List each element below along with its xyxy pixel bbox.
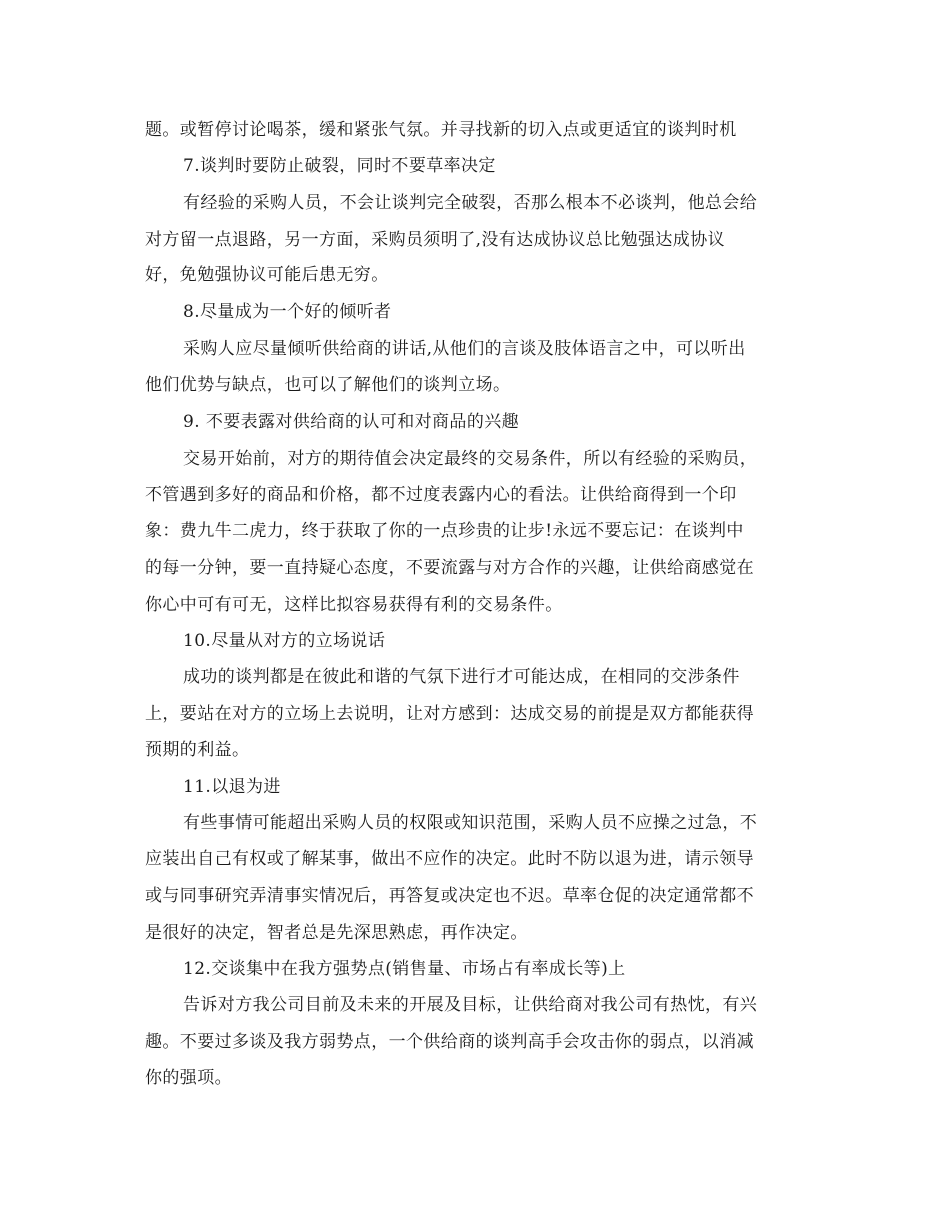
paragraph-line: 成功的谈判都是在彼此和谐的气氛下进行才可能达成，在相同的交涉条件 bbox=[183, 667, 740, 687]
paragraph-line: 有经验的采购人员，不会让谈判完全破裂，否那么根本不必谈判，他总会给 bbox=[183, 193, 758, 213]
section-heading-9: 9. 不要表露对供给商的认可和对商品的兴趣 bbox=[183, 412, 520, 432]
paragraph-line: 他们优势与缺点，也可以了解他们的谈判立场。 bbox=[145, 375, 511, 395]
paragraph-line: 是很好的决定，智者总是先深思熟虑，再作决定。 bbox=[145, 923, 528, 943]
paragraph-line: 对方留一点退路，另一方面，采购员须明了,没有达成协议总比勉强达成协议 bbox=[145, 230, 726, 250]
paragraph-line: 采购人应尽量倾听供给商的讲话,从他们的言谈及肢体语言之中，可以听出 bbox=[183, 339, 746, 359]
paragraph-line: 告诉对方我公司目前及未来的开展及目标，让供给商对我公司有热忱，有兴 bbox=[183, 995, 758, 1015]
section-heading-10: 10.尽量从对方的立场说话 bbox=[183, 631, 386, 651]
paragraph-line: 象：费九牛二虎力，终于获取了你的一点珍贵的让步!永远不要忘记：在谈判中 bbox=[145, 521, 744, 541]
section-heading-11: 11.以退为进 bbox=[183, 777, 281, 797]
paragraph-line: 题。或暂停讨论喝茶，缓和紧张气氛。并寻找新的切入点或更适宜的谈判时机 bbox=[145, 120, 737, 140]
paragraph-line: 你心中可有可无，这样比拟容易获得有利的交易条件。 bbox=[145, 595, 563, 615]
paragraph-line: 你的强项。 bbox=[145, 1068, 232, 1088]
paragraph-line: 的每一分钟，要一直持疑心态度，不要流露与对方合作的兴趣，让供给商感觉在 bbox=[145, 558, 754, 578]
paragraph-line: 上，要站在对方的立场上去说明，让对方感到：达成交易的前提是双方都能获得 bbox=[145, 704, 754, 724]
section-heading-8: 8.尽量成为一个好的倾听者 bbox=[183, 302, 392, 322]
section-heading-7: 7.谈判时要防止破裂，同时不要草率决定 bbox=[183, 156, 496, 176]
paragraph-line: 好，免勉强协议可能后患无穷。 bbox=[145, 265, 389, 285]
paragraph-line: 有些事情可能超出采购人员的权限或知识范围，采购人员不应操之过急，不 bbox=[183, 813, 758, 833]
paragraph-line: 交易开始前，对方的期待值会决定最终的交易条件，所以有经验的采购员， bbox=[183, 449, 758, 469]
paragraph-line: 应装出自己有权或了解某事，做出不应作的决定。此时不防以退为进，请示领导 bbox=[145, 849, 754, 869]
paragraph-line: 预期的利益。 bbox=[145, 740, 250, 760]
paragraph-line: 不管遇到多好的商品和价格，都不过度表露内心的看法。让供给商得到一个印 bbox=[145, 485, 737, 505]
section-heading-12: 12.交谈集中在我方强势点(销售量、市场占有率成长等)上 bbox=[183, 959, 626, 979]
paragraph-line: 趣。不要过多谈及我方弱势点，一个供给商的谈判高手会攻击你的弱点，以消减 bbox=[145, 1032, 754, 1052]
paragraph-line: 或与同事研究弄清事实情况后，再答复或决定也不迟。草率仓促的决定通常都不 bbox=[145, 886, 754, 906]
